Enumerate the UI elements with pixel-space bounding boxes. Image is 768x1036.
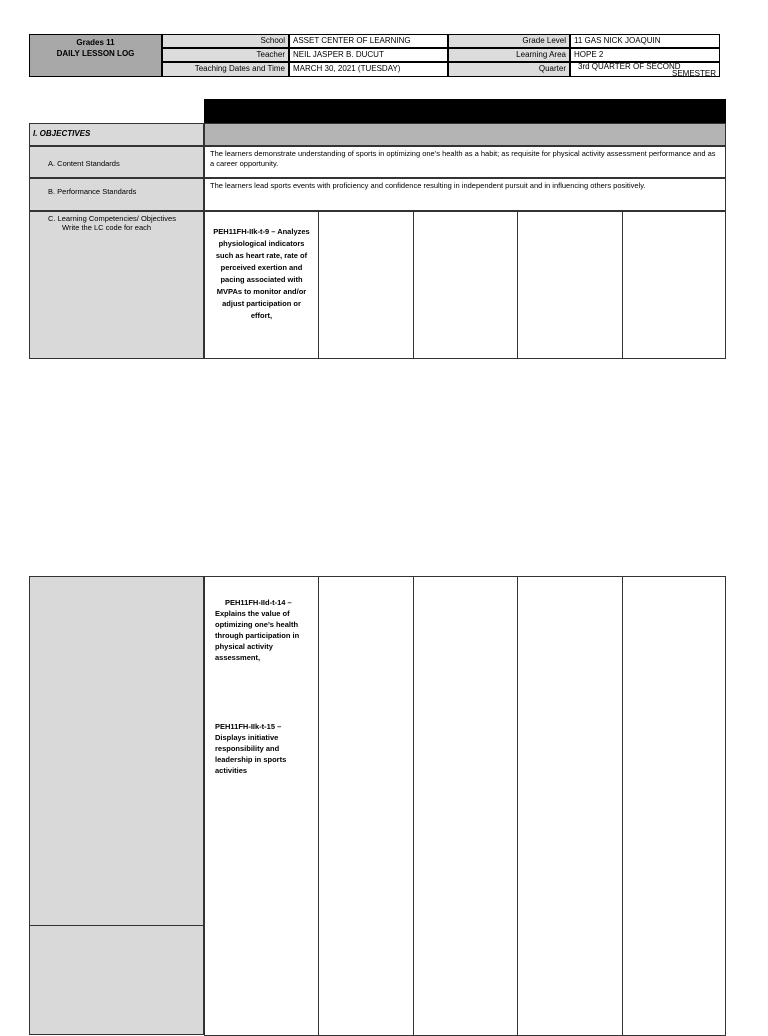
- grade-level-value: 11 GAS NICK JOAQUIN: [570, 34, 720, 48]
- quarter-value: [570, 62, 720, 77]
- competencies-continuation-label-2: [29, 925, 204, 1035]
- school-value: ASSET CENTER OF LEARNING: [289, 34, 448, 48]
- teaching-dates-value: MARCH 30, 2021 (TUESDAY): [289, 62, 448, 77]
- teacher-label: Teacher: [162, 48, 289, 62]
- competency-cont-cell-day1: [204, 576, 319, 1036]
- teaching-dates-label: Teaching Dates and Time: [162, 62, 289, 77]
- teacher-value: NEIL JASPER B. DUCUT: [289, 48, 448, 62]
- day-header-bar: [204, 99, 726, 123]
- learning-area-value: HOPE 2: [570, 48, 720, 62]
- competency-cell-day4: [517, 211, 623, 359]
- competency-cont-cell-day5: [622, 576, 726, 1036]
- competency-cell-day1: [204, 211, 319, 359]
- competency-cell-day2: [318, 211, 414, 359]
- competency-cell-day5: [622, 211, 726, 359]
- competency-item-1: PEH11FH-IIk-t-9 – Analyzes physiological indicators such as heart rate, rate of perceived exertion and pacing associated with MVPAs to monitor and/or adjust participation or effort,: [213, 227, 310, 320]
- content-standards-text: The learners demonstrate understanding of sports in optimizing one’s health as a habit; as requisite for physical activity assessment performance and as a career opportunity.: [204, 146, 726, 178]
- objectives-heading: I. OBJECTIVES: [29, 123, 204, 146]
- grade-level-label: Grade Level: [448, 34, 570, 48]
- school-label: School: [162, 34, 289, 48]
- competencies-continuation-label: [29, 576, 204, 926]
- quarter-value-line2: SEMESTER: [671, 69, 716, 77]
- quarter-label: Quarter: [448, 62, 570, 77]
- quarter-value-line1: 3rd QUARTER OF SECOND: [578, 62, 681, 71]
- performance-standards-label: B. Performance Standards: [29, 178, 204, 211]
- learning-competencies-label-line2: Write the LC code for each: [62, 223, 152, 232]
- competency-cont-cell-day4: [517, 576, 623, 1036]
- competency-item-2: PEH11FH-IId-t-14 – Explains the value of optimizing one’s health through participation in physical activity assessment,: [215, 598, 300, 662]
- competency-item-3: PEH11FH-IIk-t-15 – Displays initiative responsibility and leadership in sports activities: [215, 722, 287, 775]
- learning-competencies-label: [29, 211, 204, 359]
- content-standards-label: A. Content Standards: [29, 146, 204, 178]
- learning-competencies-label-line1: C. Learning Competencies/ Objectives: [48, 214, 176, 223]
- competency-cont-cell-day2: [318, 576, 414, 1036]
- log-title-box: [29, 34, 162, 77]
- competency-cell-day3: [413, 211, 518, 359]
- competency-cont-cell-day3: [413, 576, 518, 1036]
- grades-label: Grades 11: [76, 38, 115, 47]
- learning-area-label: Learning Area: [448, 48, 570, 62]
- objectives-heading-fill: [204, 123, 726, 146]
- performance-standards-text: The learners lead sports events with proficiency and confidence resulting in independent pursuit and in influencing others positively.: [204, 178, 726, 211]
- daily-lesson-log-title: DAILY LESSON LOG: [56, 49, 135, 58]
